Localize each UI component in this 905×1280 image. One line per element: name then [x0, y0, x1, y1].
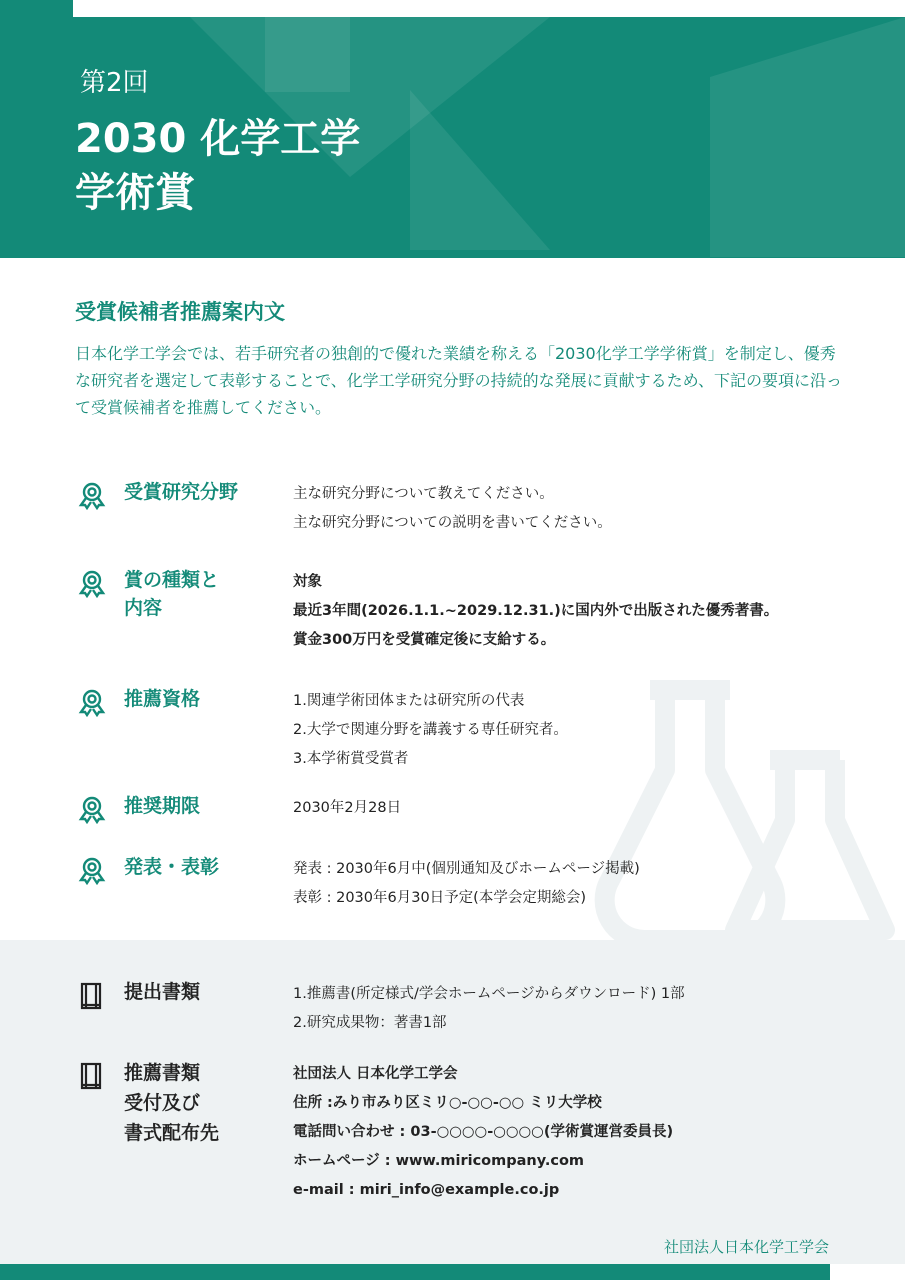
bottom-bar [0, 1264, 830, 1280]
document-icon [78, 1062, 106, 1090]
label-line: 発表・表彰 [124, 856, 220, 878]
row-value [293, 568, 778, 655]
row-value [293, 980, 685, 1038]
label-line: 内容 [124, 597, 163, 619]
value-line: 対象 [293, 574, 322, 590]
row-label [124, 1058, 219, 1148]
edition-label: 第2回 [80, 68, 149, 98]
row-value [293, 687, 568, 774]
label-line: 推薦書類 [124, 1062, 201, 1084]
label-line: 書式配布先 [124, 1122, 220, 1144]
value-line: 2.大学で関連分野を講義する専任研究者。 [293, 722, 568, 738]
value-line: e-mail : miri_info@example.co.jp [293, 1182, 560, 1198]
top-strip [73, 0, 905, 17]
row-label [124, 978, 200, 1006]
award-icon [78, 689, 106, 717]
row-value [293, 1060, 673, 1205]
value-line: 1.推薦書(所定様式/学会ホームページからダウンロード) 1部 [293, 986, 685, 1002]
row-value [293, 794, 401, 823]
value-line: ホームページ : www.miricompany.com [293, 1153, 585, 1169]
row-label [124, 853, 219, 881]
value-line: 社団法人 日本化学工学会 [293, 1066, 458, 1082]
decor-triangle [410, 90, 550, 250]
value-line: 電話問い合わせ : 03-○○○○-○○○○(学術賞運営委員長) [293, 1124, 674, 1140]
decor-triangle [710, 17, 905, 257]
row-label [124, 566, 219, 622]
row-label [124, 685, 200, 713]
row-label [124, 478, 238, 506]
value-line: 主な研究分野についての説明を書いてください。 [293, 515, 612, 531]
label-line: 受付及び [124, 1092, 201, 1114]
document-icon [78, 982, 106, 1010]
value-line: 最近3年間(2026.1.1.~2029.12.31.)に国内外で出版された優秀著書。 [293, 603, 779, 619]
label-line: 推奨期限 [124, 795, 201, 817]
row-value [293, 855, 640, 913]
value-line: 住所 :みり市みり区ミリ○-○○-○○ ミリ大学校 [293, 1095, 602, 1111]
page-title [75, 112, 360, 220]
value-line: 2030年2月28日 [293, 800, 402, 816]
value-line: 発表 : 2030年6月中(個別通知及びホームページ掲載) [293, 861, 640, 877]
award-icon [78, 796, 106, 824]
value-line: 2.研究成果物：著書1部 [293, 1015, 447, 1031]
label-line: 提出書類 [124, 981, 201, 1003]
value-line: 主な研究分野について教えてください。 [293, 486, 554, 502]
value-line: 賞金300万円を受賞確定後に支給する。 [293, 632, 556, 648]
row-label [124, 792, 200, 820]
value-line: 表彰 : 2030年6月30日予定(本学会定期総会) [293, 890, 586, 906]
decor-triangle [265, 17, 350, 92]
intro-heading: 受賞候補者推薦案内文 [75, 300, 285, 324]
footer-organization: 社団法人日本化学工学会 [663, 1238, 829, 1256]
title-line-2: 学術賞 [75, 170, 195, 216]
label-line: 賞の種類と [124, 569, 220, 591]
value-line: 1.関連学術団体または研究所の代表 [293, 693, 525, 709]
row-value [293, 480, 612, 538]
intro-text: 日本化学工学会では、若手研究者の独創的で優れた業績を称える「2030化学工学学術賞」を制定し、優秀な研究者を選定して表彰することで、化学工学研究分野の持続的な発展に貢献するため、下記の要項に沿って受賞候補者を推薦してください。 [75, 344, 843, 417]
header-banner [0, 0, 905, 258]
title-line-1: 2030 化学工学 [75, 116, 361, 162]
award-icon [78, 570, 106, 598]
value-line: 3.本学術賞受賞者 [293, 751, 409, 767]
award-icon [78, 857, 106, 885]
label-line: 受賞研究分野 [124, 481, 239, 503]
award-icon [78, 482, 106, 510]
label-line: 推薦資格 [124, 688, 201, 710]
